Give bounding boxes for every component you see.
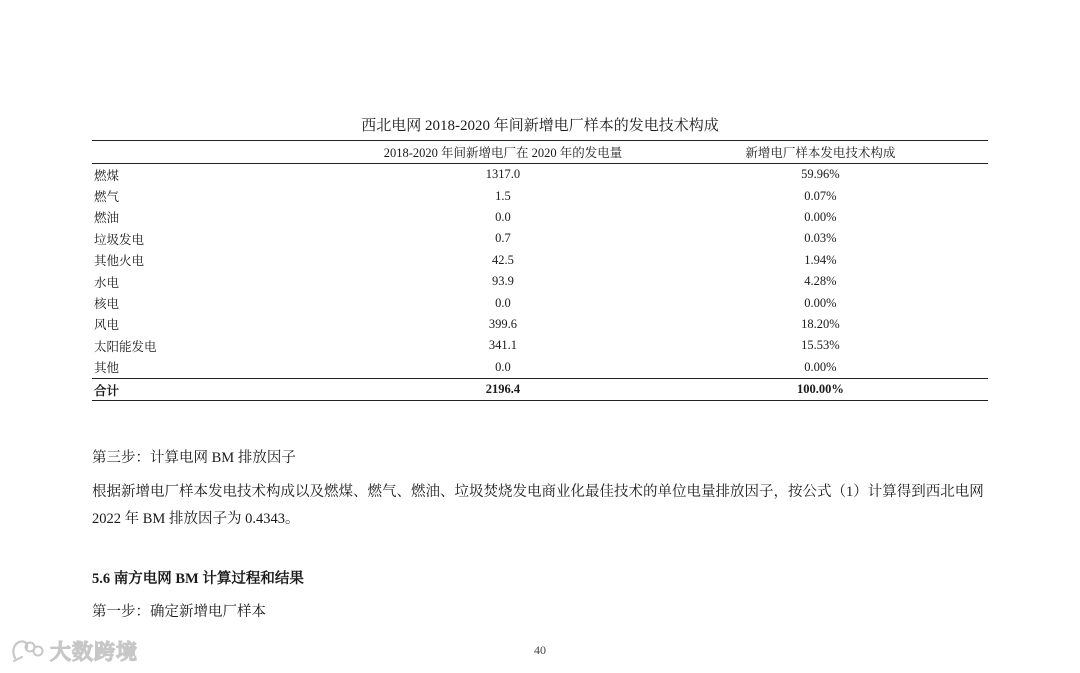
row-share: 4.28% bbox=[804, 274, 837, 289]
row-generation: 0.0 bbox=[495, 295, 511, 310]
row-generation: 1.5 bbox=[495, 188, 511, 203]
table-row bbox=[92, 271, 988, 292]
row-generation: 0.7 bbox=[495, 231, 511, 246]
row-generation: 399.6 bbox=[488, 316, 518, 331]
step1-heading: 第一步：确定新增电厂样本 bbox=[92, 604, 266, 620]
row-share: 0.07% bbox=[804, 188, 837, 203]
header-share: 新增电厂样本发电技术构成 bbox=[745, 146, 896, 160]
row-name: 垃圾发电 bbox=[94, 232, 145, 247]
watermark bbox=[10, 636, 138, 666]
row-name: 核电 bbox=[94, 297, 120, 312]
row-name: 其他火电 bbox=[94, 254, 145, 269]
table-row bbox=[92, 185, 988, 206]
row-share: 0.00% bbox=[804, 359, 837, 374]
header-category bbox=[92, 141, 353, 164]
watermark-text: 大数跨境 bbox=[50, 640, 138, 664]
table-row bbox=[92, 292, 988, 313]
table-row bbox=[92, 207, 988, 228]
row-name: 其他 bbox=[94, 361, 120, 376]
row-name: 燃气 bbox=[94, 190, 120, 205]
table-title: 西北电网 2018-2020 年间新增电厂样本的发电技术构成 bbox=[361, 118, 719, 134]
row-share: 0.03% bbox=[804, 231, 837, 246]
row-share: 1.94% bbox=[804, 252, 837, 267]
row-share: 18.20% bbox=[801, 316, 840, 331]
table-row bbox=[92, 164, 988, 186]
row-generation: 93.9 bbox=[492, 274, 514, 289]
row-generation: 42.5 bbox=[492, 252, 514, 267]
total-name: 合计 bbox=[94, 383, 120, 398]
table-row bbox=[92, 250, 988, 271]
header-generation: 2018-2020 年间新增电厂在 2020 年的发电量 bbox=[383, 146, 623, 160]
brand-logo-icon bbox=[10, 638, 44, 664]
row-name: 风电 bbox=[94, 318, 120, 333]
row-name: 燃煤 bbox=[94, 168, 120, 183]
row-share: 59.96% bbox=[801, 167, 840, 182]
table-header-row bbox=[92, 141, 988, 164]
row-name: 太阳能发电 bbox=[94, 339, 157, 354]
body-paragraph: 根据新增电厂样本发电技术构成以及燃煤、燃气、燃油、垃圾焚烧发电商业化最佳技术的单位电量排放因子，按公式（1）计算得到西北电网 2022 年 BM 排放因子为 0.4343。 bbox=[92, 484, 984, 527]
table-total-row bbox=[92, 378, 988, 400]
table-row bbox=[92, 314, 988, 335]
row-share: 15.53% bbox=[801, 338, 840, 353]
total-generation: 2196.4 bbox=[485, 382, 521, 397]
row-generation: 341.1 bbox=[488, 338, 518, 353]
page-number: 40 bbox=[534, 643, 546, 657]
row-share: 0.00% bbox=[804, 295, 837, 310]
total-share: 100.00% bbox=[796, 382, 844, 397]
row-name: 燃油 bbox=[94, 211, 120, 226]
row-generation: 1317.0 bbox=[485, 167, 521, 182]
table-row bbox=[92, 357, 988, 379]
section-heading: 5.6 南方电网 BM 计算过程和结果 bbox=[92, 571, 304, 587]
step3-heading: 第三步：计算电网 BM 排放因子 bbox=[92, 450, 296, 466]
row-name: 水电 bbox=[94, 275, 120, 290]
table-row bbox=[92, 228, 988, 249]
row-generation: 0.0 bbox=[495, 359, 511, 374]
generation-table bbox=[92, 140, 988, 401]
table-row bbox=[92, 335, 988, 356]
row-share: 0.00% bbox=[804, 209, 837, 224]
row-generation: 0.0 bbox=[495, 209, 511, 224]
